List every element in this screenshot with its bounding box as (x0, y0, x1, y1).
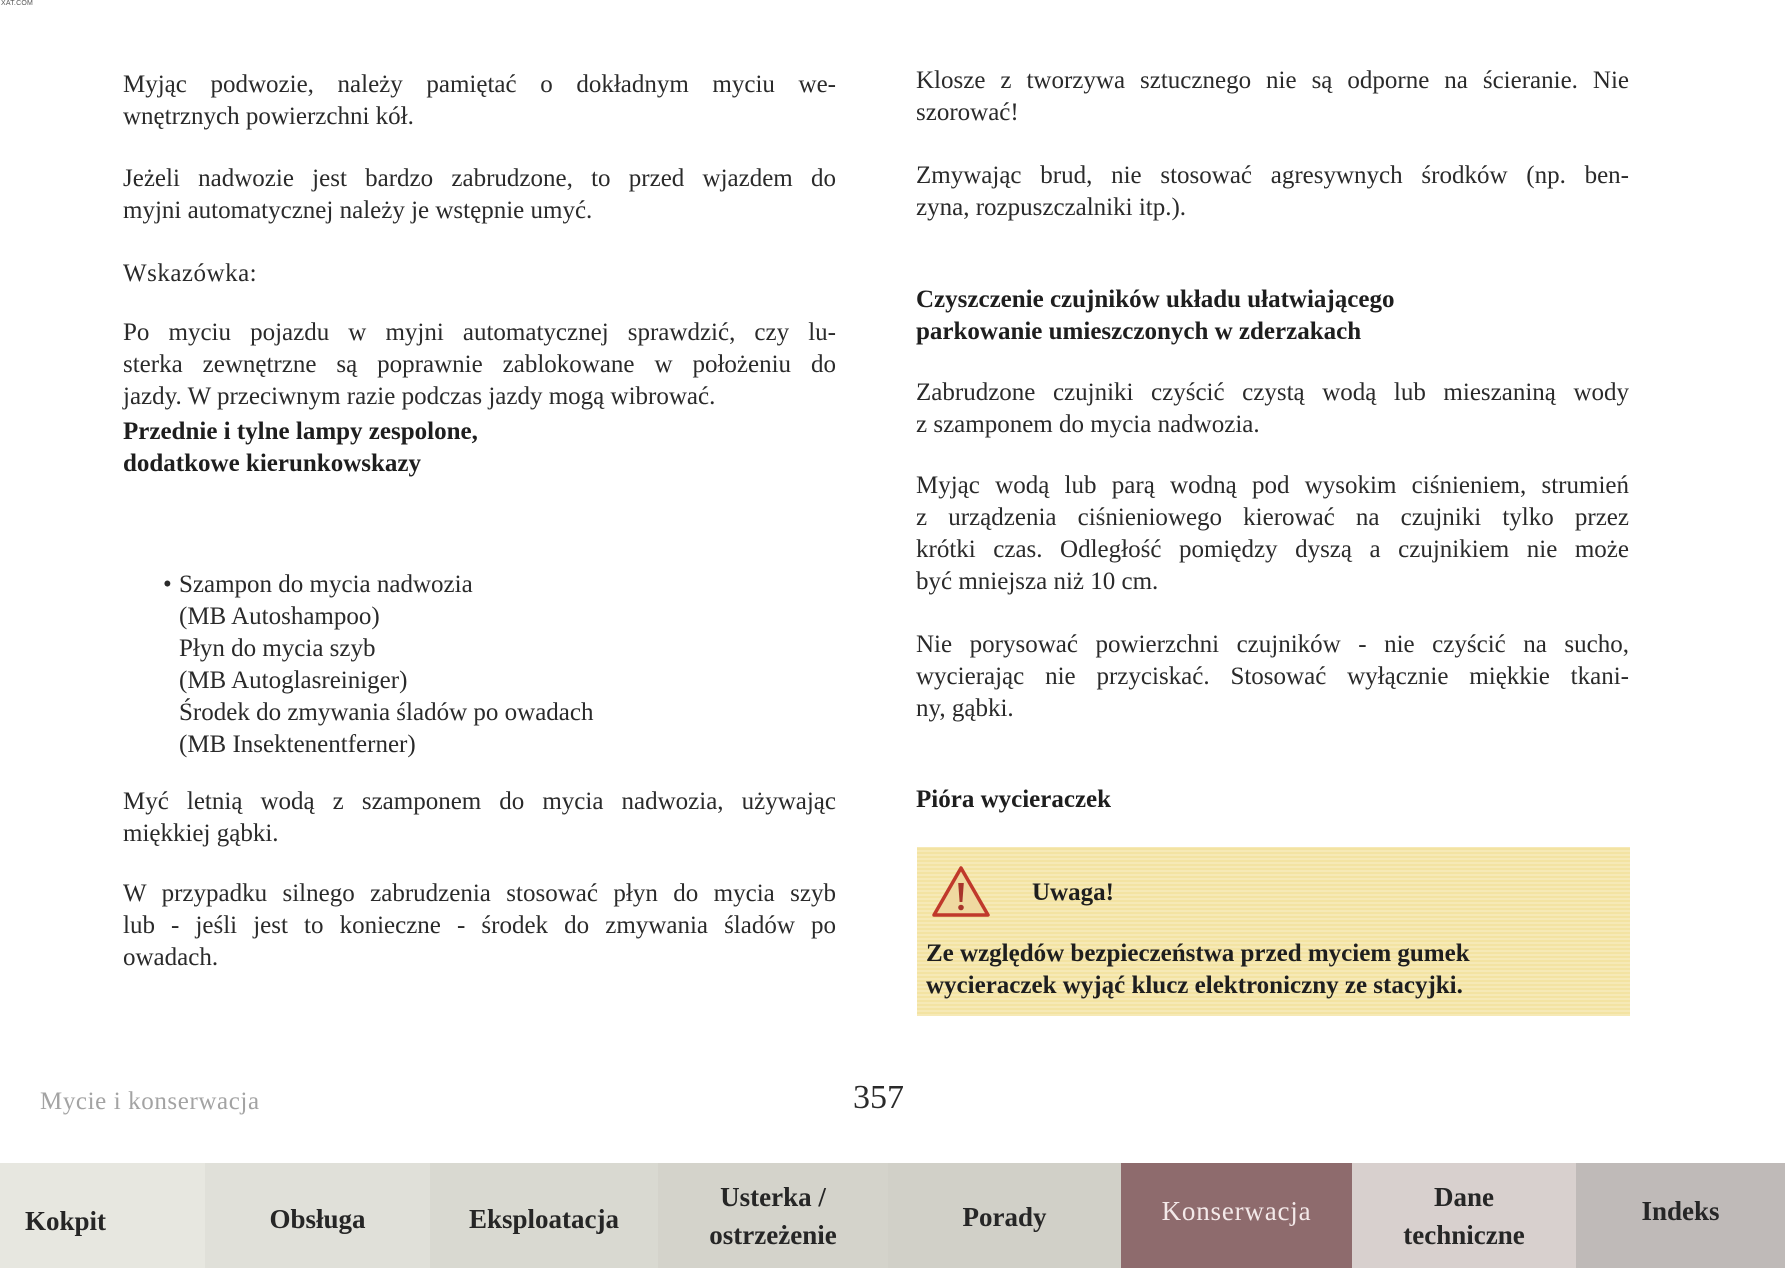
section-heading-sensors (916, 284, 1629, 348)
warning-box (917, 847, 1630, 1016)
text-line: owadach. (123, 944, 219, 971)
text-line: Myjąc wodą lub parą wodną pod wysokim ciśnieniem, strumień (916, 472, 1629, 499)
list-item: (MB Insektenentferner) (179, 731, 416, 758)
text-line: Zmywając brud, nie stosować agresywnych środków (np. ben- (916, 162, 1629, 189)
tab-indeks[interactable] (1576, 1163, 1785, 1268)
tab-label: Usterka / (720, 1181, 826, 1212)
section-heading-lamps (123, 416, 836, 480)
text-line: jazdy. W przeciwnym razie podczas jazdy mogą wibrować. (123, 383, 716, 410)
paragraph-mirrors (123, 317, 836, 413)
list-item: Środek do zmywania śladów po owadach (179, 699, 594, 726)
warning-text (926, 938, 1470, 1002)
tab-dane-techniczne[interactable] (1352, 1163, 1576, 1268)
list-item: (MB Autoshampoo) (179, 603, 380, 630)
text-line: sterka zewnętrzne są poprawnie zablokowane w położeniu do (123, 351, 836, 378)
bullet-icon: • (163, 571, 172, 598)
text-line: Nie porysować powierzchni czujników - nie czyścić na sucho, (916, 631, 1629, 658)
text-line: szorować! (916, 99, 1019, 126)
text-line: Myjąc podwozie, należy pamiętać o dokładnym myciu we- (123, 71, 836, 98)
corner-watermark: XAT.COM (1, 0, 33, 7)
warning-triangle-icon (931, 865, 991, 919)
text-line: Myć letnią wodą z szamponem do mycia nadwozia, używając (123, 788, 836, 815)
list-item: Płyn do mycia szyb (179, 635, 376, 662)
text-line: lub - jeśli jest to konieczne - środek do zmywania śladów po (123, 912, 836, 939)
tab-label: Dane (1434, 1181, 1494, 1212)
note-label (123, 258, 836, 290)
warning-line: wycieraczek wyjąć klucz elektroniczny ze stacyjki. (926, 972, 1463, 999)
heading-line: dodatkowe kierunkowskazy (123, 450, 421, 477)
text-line: zyna, rozpuszczalniki itp.). (916, 194, 1187, 221)
paragraph-no-solvents (916, 160, 1629, 224)
text-line: Klosze z tworzywa sztucznego nie są odporne na ścieranie. Nie (916, 67, 1629, 94)
product-list (179, 569, 779, 761)
list-item: (MB Autoglasreiniger) (179, 667, 408, 694)
text-line: W przypadku silnego zabrudzenia stosować płyn do mycia szyb (123, 880, 836, 907)
text-line: miękkiej gąbki. (123, 820, 279, 847)
text-line: z szamponem do mycia nadwozia. (916, 411, 1260, 438)
tab-usterka-ostrzezenie[interactable] (658, 1163, 888, 1268)
heading-line: Przednie i tylne lampy zespolone, (123, 418, 478, 445)
tab-porady[interactable] (888, 1163, 1121, 1268)
heading-line: Czyszczenie czujników układu ułatwiającego (916, 286, 1395, 313)
text-line: z urządzenia ciśnieniowego kierować na czujniki tylko przez (916, 504, 1629, 531)
tab-label: techniczne (1403, 1219, 1525, 1250)
tab-kokpit[interactable] (0, 1163, 205, 1268)
paragraph-underbody (123, 69, 836, 133)
tab-label: Obsługa (269, 1203, 366, 1234)
text-line: ny, gąbki. (916, 695, 1014, 722)
text-line: myjni automatycznej należy je wstępnie umyć. (123, 197, 593, 224)
tab-label: ostrzeżenie (709, 1219, 837, 1250)
tab-label: Konserwacja (1161, 1195, 1312, 1226)
text-line: być mniejsza niż 10 cm. (916, 568, 1159, 595)
paragraph-pre-wash (123, 163, 836, 227)
footer-section-title: Mycie i konserwacja (40, 1088, 260, 1115)
paragraph-heavy-dirt (123, 878, 836, 974)
tab-label: Kokpit (25, 1205, 107, 1236)
text-line: wnętrznych powierzchni kół. (123, 103, 414, 130)
heading-line: parkowanie umieszczonych w zderzakach (916, 318, 1362, 345)
heading-line: Pióra wycieraczek (916, 786, 1112, 813)
warning-title: Uwaga! (1032, 879, 1114, 906)
tab-obsluga[interactable] (205, 1163, 430, 1268)
text-line: Wskazówka: (123, 260, 258, 287)
paragraph-sensor-cleaning (916, 377, 1629, 441)
warning-line: Ze względów bezpieczeństwa przed myciem gumek (926, 940, 1470, 967)
tab-eksploatacja[interactable] (430, 1163, 658, 1268)
text-line: krótki czas. Odległość pomiędzy dyszą a czujnikiem nie może (916, 536, 1629, 563)
page-number: 357 (853, 1079, 904, 1116)
text-line: Jeżeli nadwozie jest bardzo zabrudzone, to przed wjazdem do (123, 165, 836, 192)
text-line: Zabrudzone czujniki czyścić czystą wodą lub mieszaniną wody (916, 379, 1629, 406)
chapter-tab-bar (0, 1163, 1785, 1268)
text-line: Po myciu pojazdu w myjni automatycznej sprawdzić, czy lu- (123, 319, 836, 346)
tab-label: Indeks (1641, 1195, 1720, 1226)
section-heading-wipers (916, 784, 1629, 816)
tab-label: Eksploatacja (468, 1203, 620, 1234)
tab-konserwacja-active[interactable] (1121, 1163, 1352, 1268)
paragraph-wash-lamps (123, 786, 836, 850)
paragraph-pressure-washer (916, 470, 1629, 598)
list-item: Szampon do mycia nadwozia (179, 571, 473, 598)
paragraph-plastic-lenses (916, 65, 1629, 129)
text-line: wycierając nie przyciskać. Stosować wyłącznie miękkie tkani- (916, 663, 1629, 690)
paragraph-no-scratching (916, 629, 1629, 725)
tab-label: Porady (962, 1201, 1047, 1232)
